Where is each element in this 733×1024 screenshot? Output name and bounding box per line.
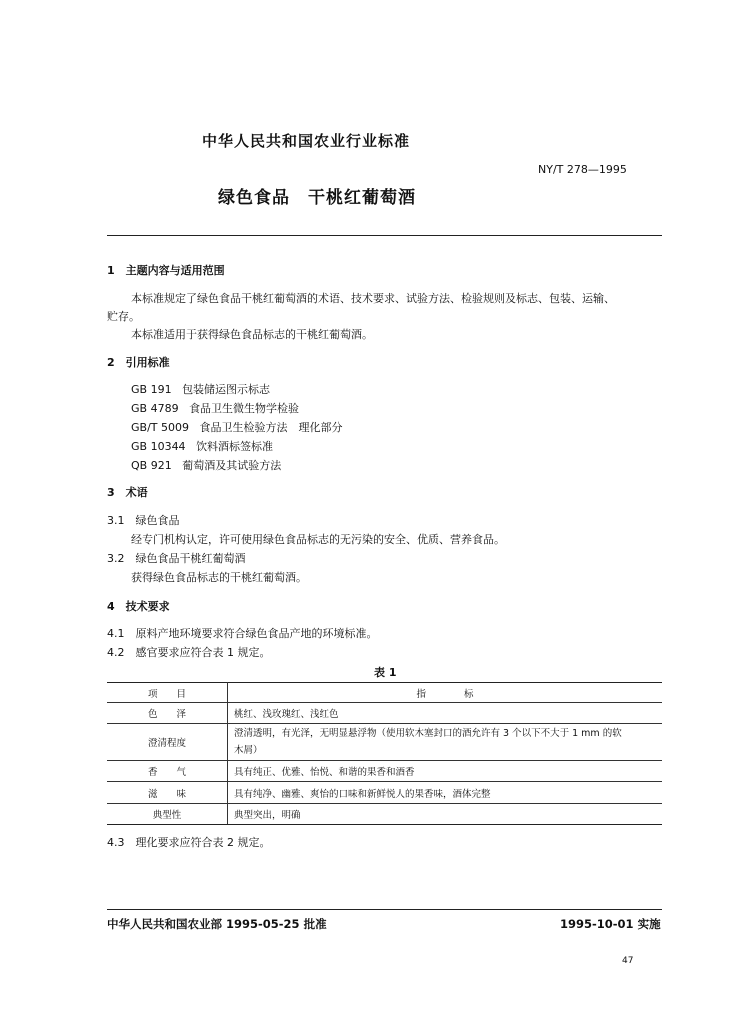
reference-name: 饮料酒标签标准 [196,440,274,453]
term-3-2-heading: 3.2 绿色食品干桃红葡萄酒 [107,552,246,565]
reference-code: GB 191 [131,383,172,396]
term-3-1-definition: 经专门机构认定，许可使用绿色食品标志的无污染的安全、优质、营养食品。 [131,533,505,546]
reference-item [131,419,343,435]
issuing-organization: 中华人民共和国农业行业标准 [202,132,411,150]
table-row [107,703,662,724]
section-1-heading: 1 主题内容与适用范围 [107,264,225,277]
clause-4-2: 4.2 感官要求应符合表 1 规定。 [107,646,271,659]
reference-item [131,457,281,473]
row-value: 桃红、浅玫瑰红、浅红色 [228,703,663,724]
header-item: 项 目 [107,683,228,703]
section-1-para-1-cont: 贮存。 [107,310,140,323]
reference-code: GB 4789 [131,402,179,415]
section-3-heading: 3 术语 [107,486,148,499]
row-value: 具有纯净、幽雅、爽怡的口味和新鲜悦人的果香味，酒体完整 [228,782,663,804]
row-value: 具有纯正、优雅、怡悦、和谐的果香和酒香 [228,761,663,782]
row-value-line: 澄清透明，有光泽，无明显悬浮物（使用软木塞封口的酒允许有 3 个以下不大于 1 mm 的软 [234,728,622,739]
row-value-line: 木屑） [234,745,263,756]
reference-name: 葡萄酒及其试验方法 [182,459,282,472]
table-row [107,782,662,804]
reference-name: 食品卫生微生物学检验 [189,402,300,415]
standard-code: NY/T 278—1995 [538,163,627,176]
section-1-para-1: 本标准规定了绿色食品干桃红葡萄酒的术语、技术要求、试验方法、检验规则及标志、包装、运输、 [131,292,615,305]
term-3-2-definition: 获得绿色食品标志的干桃红葡萄酒。 [131,571,307,584]
reference-item [131,400,299,416]
table-row [107,724,662,761]
clause-4-1: 4.1 原料产地环境要求符合绿色食品产地的环境标准。 [107,627,378,640]
row-item: 澄清程度 [107,724,228,761]
row-item: 香 气 [107,761,228,782]
reference-code: GB/T 5009 [131,421,189,434]
reference-code: GB 10344 [131,440,186,453]
row-value: 典型突出，明确 [228,804,663,825]
row-item: 滋 味 [107,782,228,804]
section-1-para-2: 本标准适用于获得绿色食品标志的干桃红葡萄酒。 [131,328,373,341]
section-2-heading: 2 引用标准 [107,356,170,369]
reference-item [131,438,273,454]
document-title: 绿色食品 干桃红葡萄酒 [218,188,416,208]
table-1-caption: 表 1 [374,666,397,679]
table-header-row [107,683,662,703]
reference-code: QB 921 [131,459,172,472]
reference-name: 食品卫生检验方法 理化部分 [199,421,343,434]
row-item: 色 泽 [107,703,228,724]
reference-name: 包装储运图示标志 [182,383,271,396]
clause-4-3: 4.3 理化要求应符合表 2 规定。 [107,836,271,849]
term-3-1-heading: 3.1 绿色食品 [107,514,180,527]
row-item: 典型性 [107,804,228,825]
section-4-heading: 4 技术要求 [107,600,170,613]
table-row [107,804,662,825]
row-value [228,724,663,761]
title-divider [107,235,662,236]
table-row [107,761,662,782]
footer-divider [107,909,662,910]
reference-item [131,381,270,397]
header-index: 指 标 [228,683,663,703]
page-number: 47 [622,956,634,966]
table-1 [107,682,662,825]
implementation-date: 1995-10-01 实施 [560,917,661,931]
approval-note: 中华人民共和国农业部 1995-05-25 批准 [107,917,327,931]
